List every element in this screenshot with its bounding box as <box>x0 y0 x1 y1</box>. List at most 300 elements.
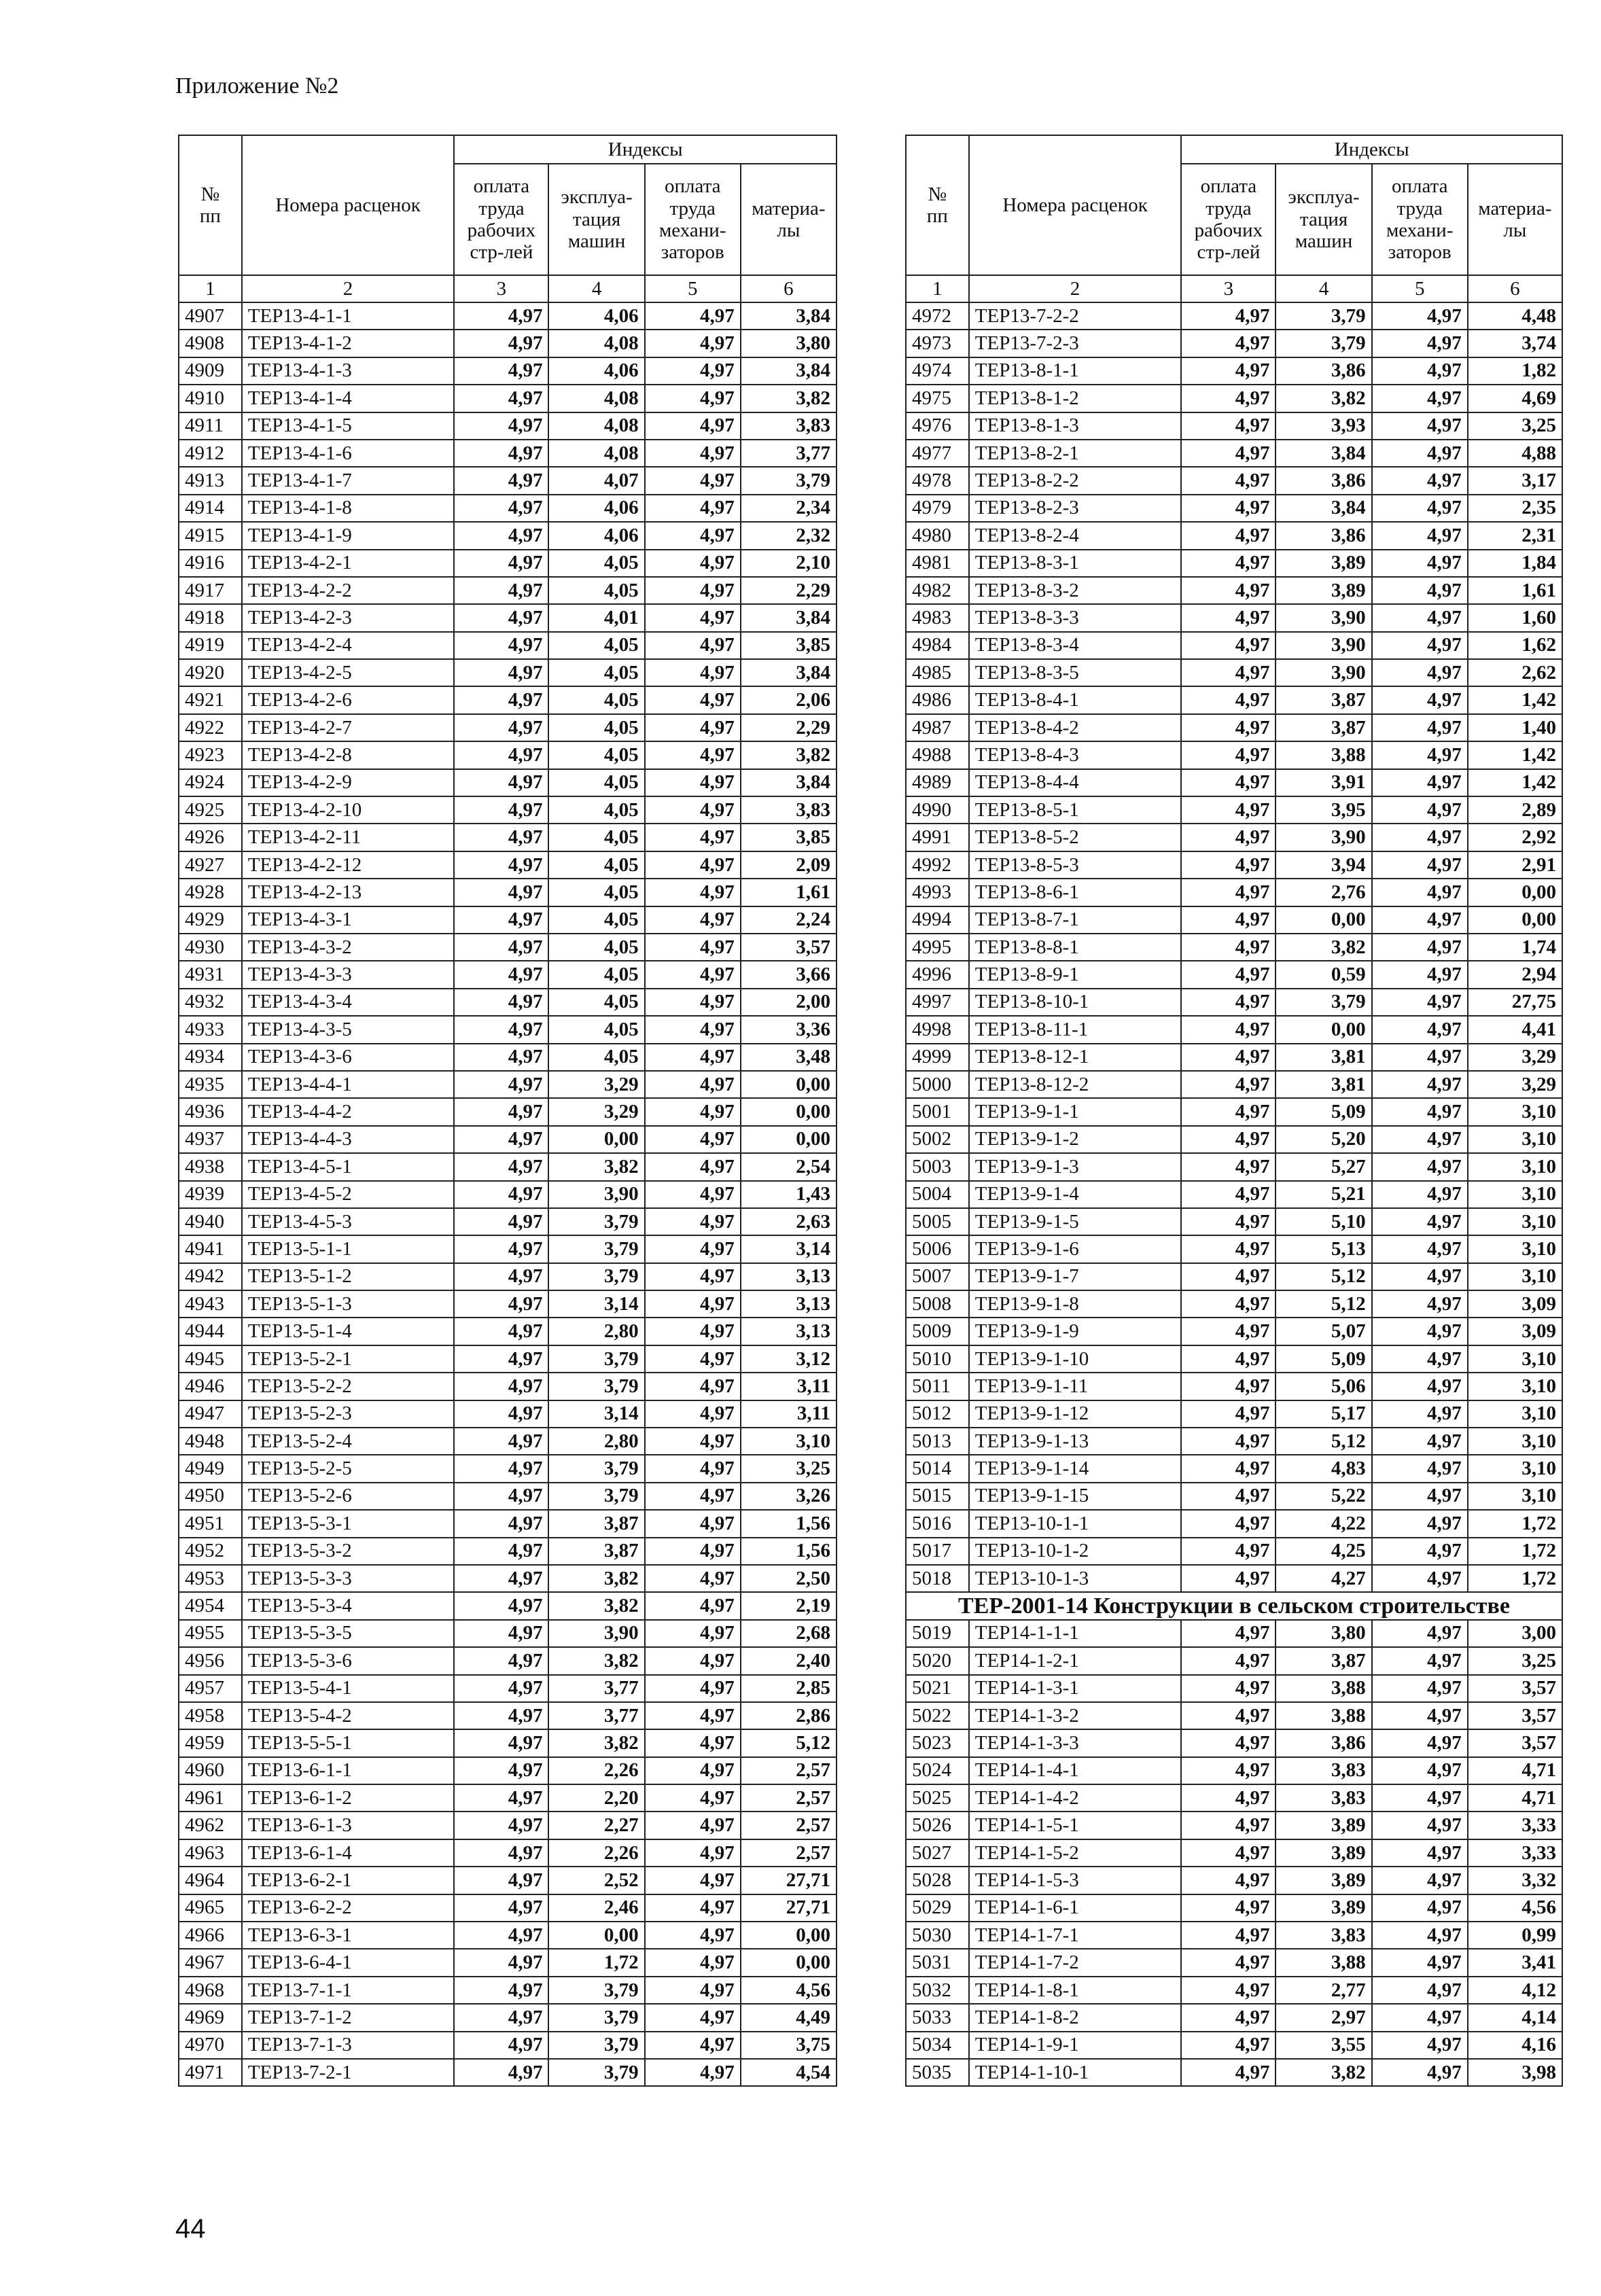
operators-index: 4,97 <box>645 1153 741 1180</box>
table-row <box>179 989 837 1016</box>
machines-index: 4,05 <box>548 906 644 934</box>
rate-code: ТЕР13-4-2-4 <box>242 632 455 659</box>
rate-code: ТЕР13-9-1-8 <box>969 1290 1182 1318</box>
wages-index: 4,97 <box>454 2059 548 2086</box>
machines-index: 4,08 <box>548 385 644 412</box>
header-operators: оплата труда механи- заторов <box>645 164 741 275</box>
operators-index: 4,97 <box>1372 1071 1468 1098</box>
machines-index: 3,88 <box>1275 741 1371 769</box>
wages-index: 4,97 <box>1181 1153 1275 1180</box>
wages-index: 4,97 <box>1181 2059 1275 2086</box>
table-row <box>906 686 1562 713</box>
operators-index: 4,97 <box>1372 851 1468 879</box>
wages-index: 4,97 <box>1181 714 1275 741</box>
machines-index: 3,81 <box>1275 1044 1371 1071</box>
rate-code: ТЕР14-1-5-2 <box>969 1839 1182 1867</box>
row-number: 5033 <box>906 2004 969 2031</box>
machines-index: 3,79 <box>548 1345 644 1373</box>
materials-index: 3,25 <box>1468 1647 1562 1674</box>
materials-index: 2,35 <box>1468 495 1562 522</box>
header-num: № пп <box>906 135 969 275</box>
row-number: 4959 <box>179 1729 242 1756</box>
row-number: 5027 <box>906 1839 969 1867</box>
materials-index: 3,85 <box>741 824 837 851</box>
materials-index: 3,10 <box>1468 1345 1562 1373</box>
table-row <box>906 1867 1562 1894</box>
header-operators: оплата труда механи- заторов <box>1372 164 1468 275</box>
rate-code: ТЕР14-1-8-2 <box>969 2004 1182 2031</box>
table-row <box>906 302 1562 330</box>
wages-index: 4,97 <box>454 1702 548 1729</box>
row-number: 4967 <box>179 1949 242 1976</box>
operators-index: 4,97 <box>645 1510 741 1537</box>
materials-index: 3,09 <box>1468 1290 1562 1318</box>
operators-index: 4,97 <box>645 495 741 522</box>
rate-code: ТЕР13-8-3-2 <box>969 577 1182 604</box>
wages-index: 4,97 <box>1181 906 1275 934</box>
rate-code: ТЕР14-1-2-1 <box>969 1647 1182 1674</box>
operators-index: 4,97 <box>1372 522 1468 549</box>
wages-index: 4,97 <box>454 1483 548 1510</box>
table-row <box>906 1949 1562 1976</box>
wages-index: 4,97 <box>454 577 548 604</box>
machines-index: 3,79 <box>548 1483 644 1510</box>
wages-index: 4,97 <box>1181 440 1275 467</box>
table-row <box>906 1181 1562 1208</box>
machines-index: 3,89 <box>1275 1867 1371 1894</box>
row-number: 5024 <box>906 1757 969 1784</box>
row-number: 4949 <box>179 1455 242 1482</box>
row-number: 5016 <box>906 1510 969 1537</box>
machines-index: 3,80 <box>1275 1620 1371 1647</box>
materials-index: 0,00 <box>1468 906 1562 934</box>
rate-code: ТЕР13-5-3-6 <box>242 1647 455 1674</box>
machines-index: 4,27 <box>1275 1565 1371 1592</box>
machines-index: 4,05 <box>548 741 644 769</box>
rate-code: ТЕР13-4-2-11 <box>242 824 455 851</box>
table-row <box>179 357 837 385</box>
rate-code: ТЕР13-4-1-3 <box>242 357 455 385</box>
machines-index: 3,83 <box>1275 1922 1371 1949</box>
rate-code: ТЕР13-6-1-3 <box>242 1812 455 1839</box>
wages-index: 4,97 <box>454 1592 548 1619</box>
wages-index: 4,97 <box>454 1620 548 1647</box>
machines-index: 3,87 <box>548 1510 644 1537</box>
machines-index: 3,94 <box>1275 851 1371 879</box>
machines-index: 3,79 <box>548 2059 644 2086</box>
rate-code: ТЕР13-8-5-2 <box>969 824 1182 851</box>
wages-index: 4,97 <box>454 851 548 879</box>
rate-code: ТЕР13-5-3-3 <box>242 1565 455 1592</box>
operators-index: 4,97 <box>1372 1455 1468 1482</box>
wages-index: 4,97 <box>454 1071 548 1098</box>
materials-index: 2,68 <box>741 1620 837 1647</box>
materials-index: 27,75 <box>1468 989 1562 1016</box>
materials-index: 1,43 <box>741 1181 837 1208</box>
rate-code: ТЕР13-6-2-1 <box>242 1867 455 1894</box>
machines-index: 4,22 <box>1275 1510 1371 1537</box>
machines-index: 3,82 <box>1275 385 1371 412</box>
machines-index: 5,27 <box>1275 1153 1371 1180</box>
row-number: 4927 <box>179 851 242 879</box>
machines-index: 4,05 <box>548 934 644 961</box>
rate-code: ТЕР13-9-1-10 <box>969 1345 1182 1373</box>
machines-index: 2,80 <box>548 1428 644 1455</box>
table-row <box>179 1208 837 1235</box>
machines-index: 0,00 <box>1275 1016 1371 1043</box>
row-number: 4907 <box>179 302 242 330</box>
table-row <box>179 1675 837 1702</box>
header-indices: Индексы <box>454 135 837 164</box>
operators-index: 4,97 <box>645 879 741 906</box>
machines-index: 3,79 <box>548 2004 644 2031</box>
table-row <box>906 2004 1562 2031</box>
wages-index: 4,97 <box>454 1977 548 2004</box>
table-row <box>179 796 837 824</box>
row-number: 4937 <box>179 1126 242 1153</box>
operators-index: 4,97 <box>1372 440 1468 467</box>
materials-index: 1,84 <box>1468 550 1562 577</box>
table-row <box>179 604 837 631</box>
operators-index: 4,97 <box>645 1318 741 1345</box>
operators-index: 4,97 <box>645 989 741 1016</box>
wages-index: 4,97 <box>1181 330 1275 357</box>
header-machines: эксплуа- тация машин <box>548 164 644 275</box>
wages-index: 4,97 <box>1181 495 1275 522</box>
rate-code: ТЕР13-4-2-9 <box>242 769 455 796</box>
row-number: 5002 <box>906 1126 969 1153</box>
wages-index: 4,97 <box>454 302 548 330</box>
rate-code: ТЕР13-4-2-13 <box>242 879 455 906</box>
machines-index: 4,07 <box>548 467 644 494</box>
operators-index: 4,97 <box>1372 1894 1468 1922</box>
operators-index: 4,97 <box>1372 2059 1468 2086</box>
machines-index: 3,79 <box>1275 302 1371 330</box>
row-number: 4994 <box>906 906 969 934</box>
rate-code: ТЕР13-5-1-1 <box>242 1235 455 1262</box>
operators-index: 4,97 <box>645 824 741 851</box>
rate-code: ТЕР13-7-1-3 <box>242 2032 455 2059</box>
row-number: 4919 <box>179 632 242 659</box>
operators-index: 4,97 <box>645 2004 741 2031</box>
operators-index: 4,97 <box>1372 1400 1468 1428</box>
rate-code: ТЕР13-8-3-1 <box>969 550 1182 577</box>
materials-index: 2,29 <box>741 577 837 604</box>
table-row <box>906 1675 1562 1702</box>
materials-index: 2,94 <box>1468 961 1562 988</box>
rate-code: ТЕР14-1-8-1 <box>969 1977 1182 2004</box>
table-row <box>906 357 1562 385</box>
machines-index: 3,90 <box>548 1620 644 1647</box>
operators-index: 4,97 <box>1372 495 1468 522</box>
table-row <box>906 1290 1562 1318</box>
row-number: 4958 <box>179 1702 242 1729</box>
wages-index: 4,97 <box>1181 1949 1275 1976</box>
rate-code: ТЕР13-4-1-2 <box>242 330 455 357</box>
operators-index: 4,97 <box>1372 550 1468 577</box>
operators-index: 4,97 <box>645 577 741 604</box>
materials-index: 3,13 <box>741 1290 837 1318</box>
row-number: 4992 <box>906 851 969 879</box>
wages-index: 4,97 <box>1181 412 1275 440</box>
table-row <box>179 1647 837 1674</box>
wages-index: 4,97 <box>454 1647 548 1674</box>
operators-index: 4,97 <box>1372 1098 1468 1125</box>
materials-index: 1,60 <box>1468 604 1562 631</box>
materials-index: 3,75 <box>741 2032 837 2059</box>
machines-index: 3,82 <box>548 1153 644 1180</box>
operators-index: 4,97 <box>645 1949 741 1976</box>
wages-index: 4,97 <box>454 741 548 769</box>
row-number: 4931 <box>179 961 242 988</box>
operators-index: 4,97 <box>645 1729 741 1756</box>
materials-index: 2,89 <box>1468 796 1562 824</box>
operators-index: 4,97 <box>645 1675 741 1702</box>
machines-index: 3,86 <box>1275 357 1371 385</box>
row-number: 5032 <box>906 1977 969 2004</box>
table-row <box>179 1620 837 1647</box>
rate-code: ТЕР13-5-1-2 <box>242 1263 455 1290</box>
wages-index: 4,97 <box>454 989 548 1016</box>
table-row <box>906 989 1562 1016</box>
table-row <box>906 1729 1562 1756</box>
table-row <box>179 1373 837 1400</box>
table-row <box>906 1044 1562 1071</box>
wages-index: 4,97 <box>454 1922 548 1949</box>
table-row <box>906 714 1562 741</box>
table-row <box>179 1949 837 1976</box>
table-row <box>179 851 837 879</box>
row-number: 4908 <box>179 330 242 357</box>
materials-index: 0,00 <box>741 1098 837 1125</box>
rate-code: ТЕР14-1-5-3 <box>969 1867 1182 1894</box>
rate-code: ТЕР13-9-1-2 <box>969 1126 1182 1153</box>
materials-index: 3,10 <box>741 1428 837 1455</box>
machines-index: 4,05 <box>548 769 644 796</box>
rate-code: ТЕР13-4-1-4 <box>242 385 455 412</box>
rate-code: ТЕР13-5-5-1 <box>242 1729 455 1756</box>
row-number: 4955 <box>179 1620 242 1647</box>
rate-code: ТЕР13-4-1-8 <box>242 495 455 522</box>
row-number: 4951 <box>179 1510 242 1537</box>
table-row <box>179 1592 837 1619</box>
table-row <box>906 1318 1562 1345</box>
row-number: 4941 <box>179 1235 242 1262</box>
wages-index: 4,97 <box>454 1757 548 1784</box>
table-row <box>906 796 1562 824</box>
machines-index: 2,77 <box>1275 1977 1371 2004</box>
table-row <box>906 1208 1562 1235</box>
wages-index: 4,97 <box>454 1153 548 1180</box>
materials-index: 3,84 <box>741 659 837 686</box>
table-row <box>906 1400 1562 1428</box>
rate-code: ТЕР13-8-1-2 <box>969 385 1182 412</box>
operators-index: 4,97 <box>645 686 741 713</box>
operators-index: 4,97 <box>645 1400 741 1428</box>
operators-index: 4,97 <box>645 604 741 631</box>
wages-index: 4,97 <box>1181 1181 1275 1208</box>
table-row <box>179 1867 837 1894</box>
row-number: 4953 <box>179 1565 242 1592</box>
machines-index: 4,05 <box>548 659 644 686</box>
wages-index: 4,97 <box>454 659 548 686</box>
table-row <box>179 1153 837 1180</box>
rate-code: ТЕР13-7-2-3 <box>969 330 1182 357</box>
wages-index: 4,97 <box>454 1263 548 1290</box>
materials-index: 2,29 <box>741 714 837 741</box>
row-number: 4978 <box>906 467 969 494</box>
wages-index: 4,97 <box>1181 1647 1275 1674</box>
wages-index: 4,97 <box>1181 796 1275 824</box>
materials-index: 4,48 <box>1468 302 1562 330</box>
machines-index: 4,01 <box>548 604 644 631</box>
rate-code: ТЕР13-5-2-6 <box>242 1483 455 1510</box>
rate-code: ТЕР13-8-5-1 <box>969 796 1182 824</box>
operators-index: 4,97 <box>645 1208 741 1235</box>
rate-code: ТЕР14-1-3-3 <box>969 1729 1182 1756</box>
row-number: 5025 <box>906 1784 969 1812</box>
materials-index: 4,69 <box>1468 385 1562 412</box>
table-row <box>179 824 837 851</box>
wages-index: 4,97 <box>1181 385 1275 412</box>
rate-code: ТЕР13-9-1-12 <box>969 1400 1182 1428</box>
row-number: 5035 <box>906 2059 969 2086</box>
row-number: 4993 <box>906 879 969 906</box>
machines-index: 5,10 <box>1275 1208 1371 1235</box>
operators-index: 4,97 <box>1372 1290 1468 1318</box>
table-row <box>906 1784 1562 1812</box>
rate-code: ТЕР13-9-1-3 <box>969 1153 1182 1180</box>
row-number: 4960 <box>179 1757 242 1784</box>
materials-index: 3,13 <box>741 1318 837 1345</box>
row-number: 5010 <box>906 1345 969 1373</box>
materials-index: 3,41 <box>1468 1949 1562 1976</box>
machines-index: 3,87 <box>548 1538 644 1565</box>
rate-code: ТЕР13-8-5-3 <box>969 851 1182 879</box>
materials-index: 3,83 <box>741 796 837 824</box>
machines-index: 5,09 <box>1275 1098 1371 1125</box>
rate-code: ТЕР14-1-3-2 <box>969 1702 1182 1729</box>
operators-index: 4,97 <box>645 1044 741 1071</box>
machines-index: 4,05 <box>548 550 644 577</box>
table-row <box>906 330 1562 357</box>
row-number: 4974 <box>906 357 969 385</box>
wages-index: 4,97 <box>1181 1812 1275 1839</box>
operators-index: 4,97 <box>1372 357 1468 385</box>
rate-code: ТЕР13-8-7-1 <box>969 906 1182 934</box>
operators-index: 4,97 <box>1372 1647 1468 1674</box>
materials-index: 2,54 <box>741 1153 837 1180</box>
row-number: 4910 <box>179 385 242 412</box>
row-number: 4911 <box>179 412 242 440</box>
machines-index: 3,83 <box>1275 1784 1371 1812</box>
operators-index: 4,97 <box>645 1235 741 1262</box>
wages-index: 4,97 <box>1181 879 1275 906</box>
row-number: 4998 <box>906 1016 969 1043</box>
operators-index: 4,97 <box>645 1071 741 1098</box>
row-number: 5013 <box>906 1428 969 1455</box>
row-number: 4956 <box>179 1647 242 1674</box>
table-row <box>179 879 837 906</box>
table-row <box>179 522 837 549</box>
wages-index: 4,97 <box>454 2032 548 2059</box>
materials-index: 3,25 <box>1468 412 1562 440</box>
machines-index: 4,05 <box>548 796 644 824</box>
operators-index: 4,97 <box>1372 824 1468 851</box>
operators-index: 4,97 <box>1372 796 1468 824</box>
materials-index: 3,33 <box>1468 1812 1562 1839</box>
row-number: 4961 <box>179 1784 242 1812</box>
rate-code: ТЕР13-10-1-2 <box>969 1538 1182 1565</box>
row-number: 4983 <box>906 604 969 631</box>
wages-index: 4,97 <box>1181 1016 1275 1043</box>
machines-index: 2,97 <box>1275 2004 1371 2031</box>
materials-index: 3,80 <box>741 330 837 357</box>
rate-code: ТЕР13-4-1-1 <box>242 302 455 330</box>
machines-index: 2,76 <box>1275 879 1371 906</box>
row-number: 4947 <box>179 1400 242 1428</box>
machines-index: 4,08 <box>548 412 644 440</box>
materials-index: 3,57 <box>741 934 837 961</box>
materials-index: 3,10 <box>1468 1428 1562 1455</box>
table-row <box>906 1839 1562 1867</box>
operators-index: 4,97 <box>1372 1208 1468 1235</box>
wages-index: 4,97 <box>1181 1071 1275 1098</box>
machines-index: 3,87 <box>1275 1647 1371 1674</box>
appendix-label: Приложение №2 <box>175 73 339 99</box>
table-row <box>179 686 837 713</box>
machines-index: 3,82 <box>548 1647 644 1674</box>
wages-index: 4,97 <box>1181 1290 1275 1318</box>
table-row <box>906 1757 1562 1784</box>
materials-index: 2,86 <box>741 1702 837 1729</box>
wages-index: 4,97 <box>1181 1483 1275 1510</box>
materials-index: 4,41 <box>1468 1016 1562 1043</box>
operators-index: 4,97 <box>645 1345 741 1373</box>
row-number: 4942 <box>179 1263 242 1290</box>
rate-code: ТЕР14-1-3-1 <box>969 1675 1182 1702</box>
operators-index: 4,97 <box>1372 1565 1468 1592</box>
operators-index: 4,97 <box>1372 1318 1468 1345</box>
machines-index: 2,80 <box>548 1318 644 1345</box>
operators-index: 4,97 <box>645 1290 741 1318</box>
row-number: 4985 <box>906 659 969 686</box>
row-number: 5004 <box>906 1181 969 1208</box>
rate-code: ТЕР13-9-1-9 <box>969 1318 1182 1345</box>
table-row <box>906 1016 1562 1043</box>
rate-code: ТЕР13-8-4-2 <box>969 714 1182 741</box>
row-number: 4970 <box>179 2032 242 2059</box>
row-number: 4924 <box>179 769 242 796</box>
materials-index: 3,84 <box>741 769 837 796</box>
table-row <box>179 330 837 357</box>
wages-index: 4,97 <box>1181 1702 1275 1729</box>
row-number: 5026 <box>906 1812 969 1839</box>
table-row <box>179 2059 837 2086</box>
rate-code: ТЕР13-9-1-5 <box>969 1208 1182 1235</box>
rate-code: ТЕР13-8-6-1 <box>969 879 1182 906</box>
operators-index: 4,97 <box>645 357 741 385</box>
wages-index: 4,97 <box>1181 604 1275 631</box>
wages-index: 4,97 <box>1181 1922 1275 1949</box>
machines-index: 3,82 <box>548 1565 644 1592</box>
materials-index: 4,54 <box>741 2059 837 2086</box>
wages-index: 4,97 <box>1181 522 1275 549</box>
wages-index: 4,97 <box>1181 989 1275 1016</box>
operators-index: 4,97 <box>645 1620 741 1647</box>
wages-index: 4,97 <box>1181 1044 1275 1071</box>
row-number: 4915 <box>179 522 242 549</box>
